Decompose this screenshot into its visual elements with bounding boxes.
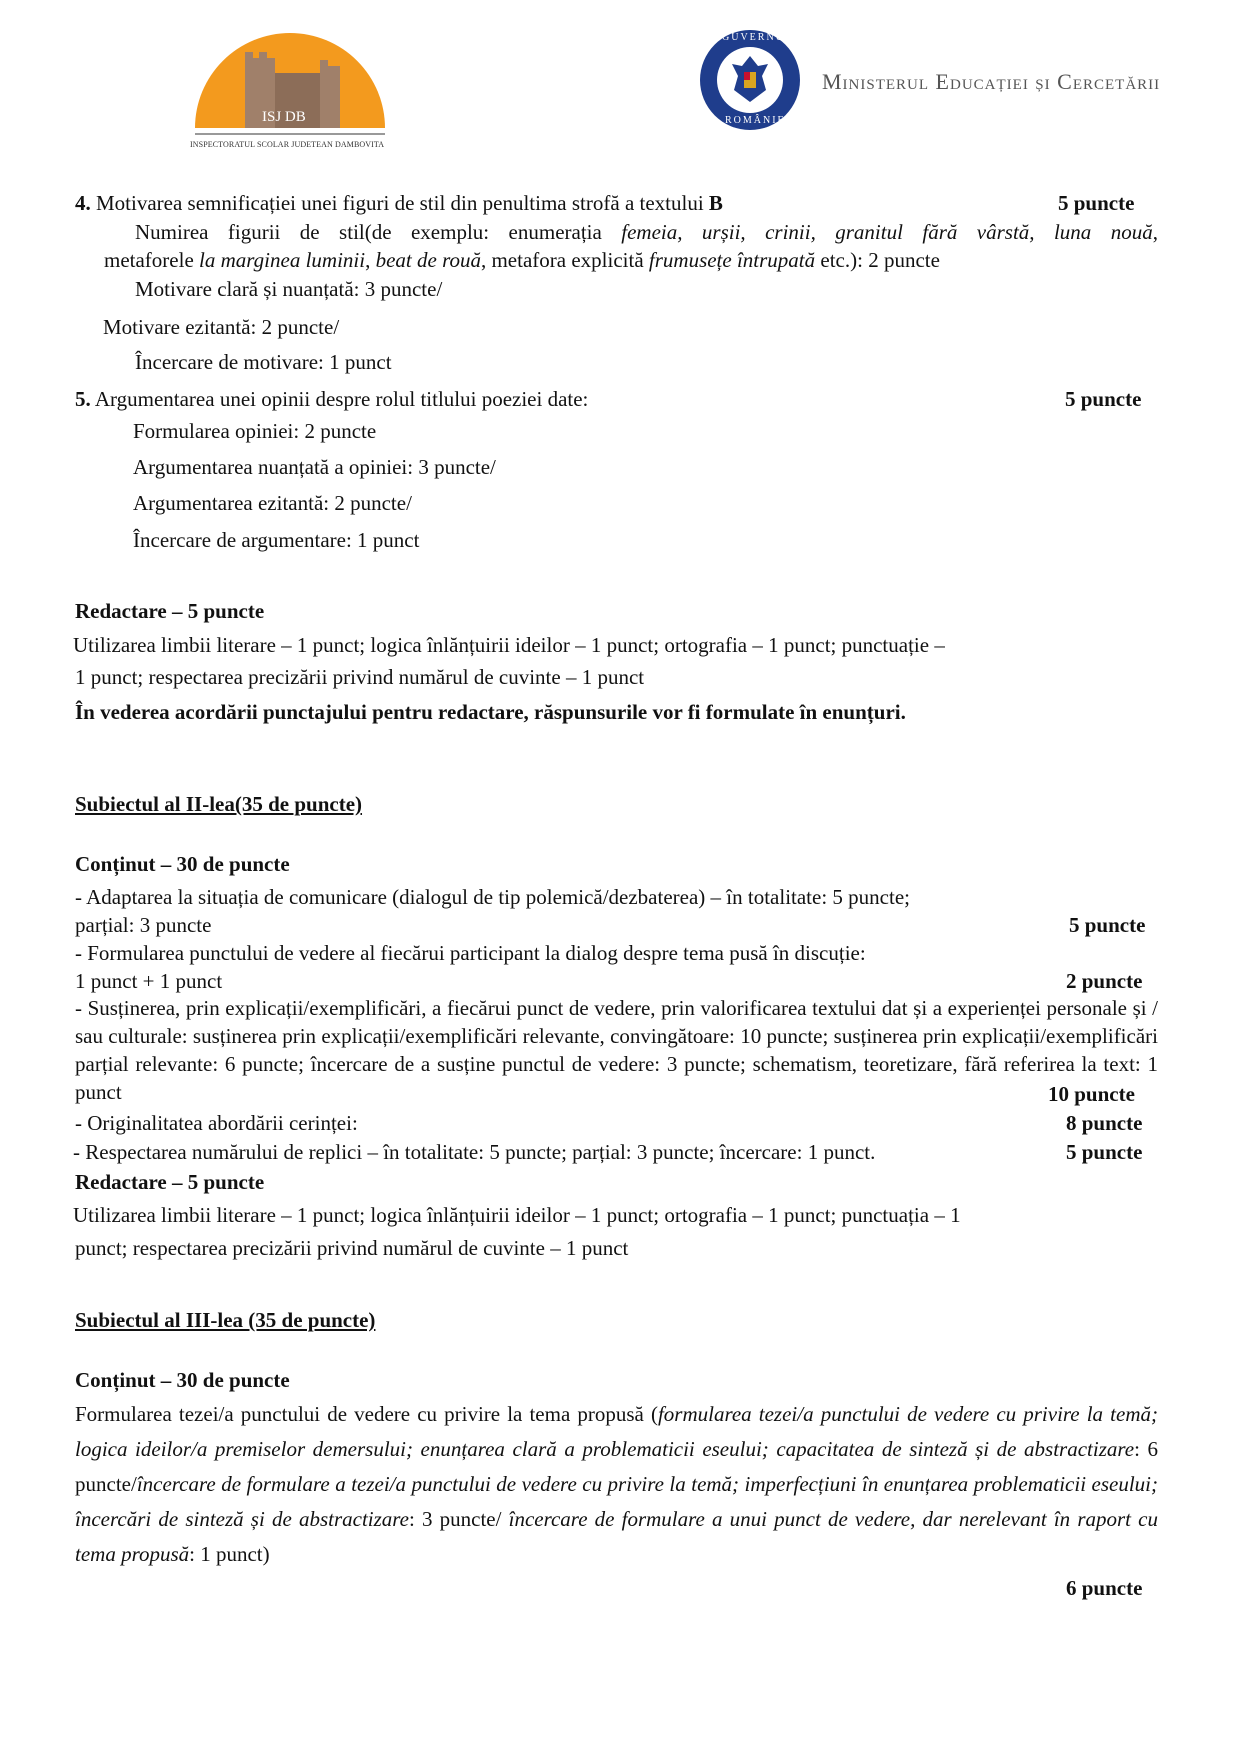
s2-heading: Subiectul al II-lea(35 de puncte)	[75, 792, 363, 816]
s2-item1-points: 5 puncte	[1069, 913, 1146, 937]
s2-item2-points: 2 puncte	[1066, 969, 1143, 993]
s3-heading: Subiectul al III-lea (35 de puncte)	[75, 1308, 376, 1332]
s2-item5: - Respectarea numărului de replici – în totalitate: 5 puncte; parțial: 3 puncte; încercare: 1 punct.	[73, 1140, 876, 1164]
s2-redactare-line1: Utilizarea limbii literare – 1 punct; logica înlănțuirii ideilor – 1 punct; ortografia – 1 punct; punctuația – 1	[73, 1203, 961, 1227]
q4-line2: metaforele la marginea luminii, beat de rouă, metafora explicită frumusețe întrupată etc.): 2 puncte	[104, 248, 940, 272]
s2-item4: - Originalitatea abordării cerinței:	[75, 1111, 358, 1135]
ministry-name: Ministerul Educației și Cercetării	[822, 69, 1161, 94]
q4-points: 5 puncte	[1058, 191, 1135, 215]
q4-line4: Motivare ezitantă: 2 puncte/	[103, 315, 340, 339]
isj-logo-graphic	[190, 28, 390, 158]
seal-text-bottom: ROMÂNIEI	[725, 115, 791, 126]
q4-line5: Încercare de motivare: 1 punct	[135, 350, 392, 374]
isj-logo	[190, 28, 390, 158]
redactare1-line1: Utilizarea limbii literare – 1 punct; logica înlănțuirii ideilor – 1 punct; ortografia – 1 punct; punctuație –	[73, 633, 945, 657]
isj-logo-text: ISJ DB	[262, 109, 306, 125]
q4-title-line	[75, 193, 723, 214]
s2-redactare-heading: Redactare – 5 puncte	[75, 1170, 265, 1194]
q5-number: 5.	[75, 387, 91, 411]
s2-item3-points: 10 puncte	[1048, 1082, 1135, 1106]
s3-paragraph: Formularea tezei/a punctului de vedere cu privire la tema propusă (formularea tezei/a punctului de vedere cu privire la temă; logica ideilor/a premiselor demersului; enunțarea clară a problematicii eseului; capacitatea de sinteză și de abstractizare: 6 puncte/încercare de formulare a tezei/a punctului de vedere cu privire la temă; imperfecțiuni în enunțarea problematicii eseului; încercări de sinteză și de abstractizare: 3 puncte/ încercare de formulare a unui punct de vedere, dar nerelevant în raport cu tema propusă: 1 punct)	[75, 1402, 1158, 1566]
q4-number: 4.	[75, 191, 91, 215]
s2-item4-points: 8 puncte	[1066, 1111, 1143, 1135]
redactare1-note: În vederea acordării punctajului pentru redactare, răspunsurile vor fi formulate în enunțuri.	[75, 700, 906, 724]
s2-item3: - Susținerea, prin explicații/exemplificări, a fiecărui punct de vedere, prin valorificarea textului dat și a experienței personale și / sau culturale: susținerea prin explicații/exemplificări relevante, convingătoare: 10 puncte; susținerea prin explicații/exemplificări parțial relevante: 6 puncte; încercare de a susține punctul de vedere: 3 puncte; schematism, teoretizare, fără referirea la text: 1 punct	[75, 996, 1158, 1104]
s2-item2a: - Formularea punctului de vedere al fiecărui participant la dialog despre tema pusă în discuție:	[75, 941, 866, 965]
q5-line2: Argumentarea nuanțată a opiniei: 3 puncte/	[133, 455, 496, 479]
q5-title: Argumentarea unei opinii despre rolul titlului poeziei date:	[94, 387, 589, 411]
q5-line3: Argumentarea ezitantă: 2 puncte/	[133, 491, 412, 515]
q4-title: Motivarea semnificației unei figuri de stil din penultima strofă a textului	[96, 191, 709, 215]
q5-title-line	[75, 389, 588, 410]
isj-logo-caption: INSPECTORATUL SCOLAR JUDETEAN DAMBOVITA	[190, 140, 385, 149]
s2-item2b: 1 punct + 1 punct	[75, 969, 223, 993]
s3-content-heading: Conținut – 30 de puncte	[75, 1368, 290, 1392]
s2-item1a: - Adaptarea la situația de comunicare (dialogul de tip polemică/dezbaterea) – în totalitate: 5 puncte;	[75, 885, 910, 909]
redactare1-line2: 1 punct; respectarea precizării privind numărul de cuvinte – 1 punct	[75, 665, 645, 689]
q5-line4: Încercare de argumentare: 1 punct	[133, 528, 420, 552]
government-seal	[698, 28, 802, 132]
s2-item5-points: 5 puncte	[1066, 1140, 1143, 1164]
q4-line3: Motivare clară și nuanțată: 3 puncte/	[135, 277, 443, 301]
q5-line1: Formularea opiniei: 2 puncte	[133, 419, 377, 443]
seal-text-top: GUVERNUL	[722, 32, 793, 43]
s2-content-heading: Conținut – 30 de puncte	[75, 852, 290, 876]
q4-title-b: B	[708, 191, 723, 215]
q5-points: 5 puncte	[1065, 387, 1142, 411]
s3-points: 6 puncte	[1066, 1576, 1143, 1600]
q4-line1: Numirea figurii de stil(de exemplu: enumerația femeia, urșii, crinii, granitul fără vârstă, luna nouă,	[135, 220, 1158, 244]
redactare1-heading: Redactare – 5 puncte	[75, 599, 265, 623]
s2-item1b: parțial: 3 puncte	[75, 913, 212, 937]
s2-redactare-line2: punct; respectarea precizării privind numărul de cuvinte – 1 punct	[75, 1236, 629, 1260]
